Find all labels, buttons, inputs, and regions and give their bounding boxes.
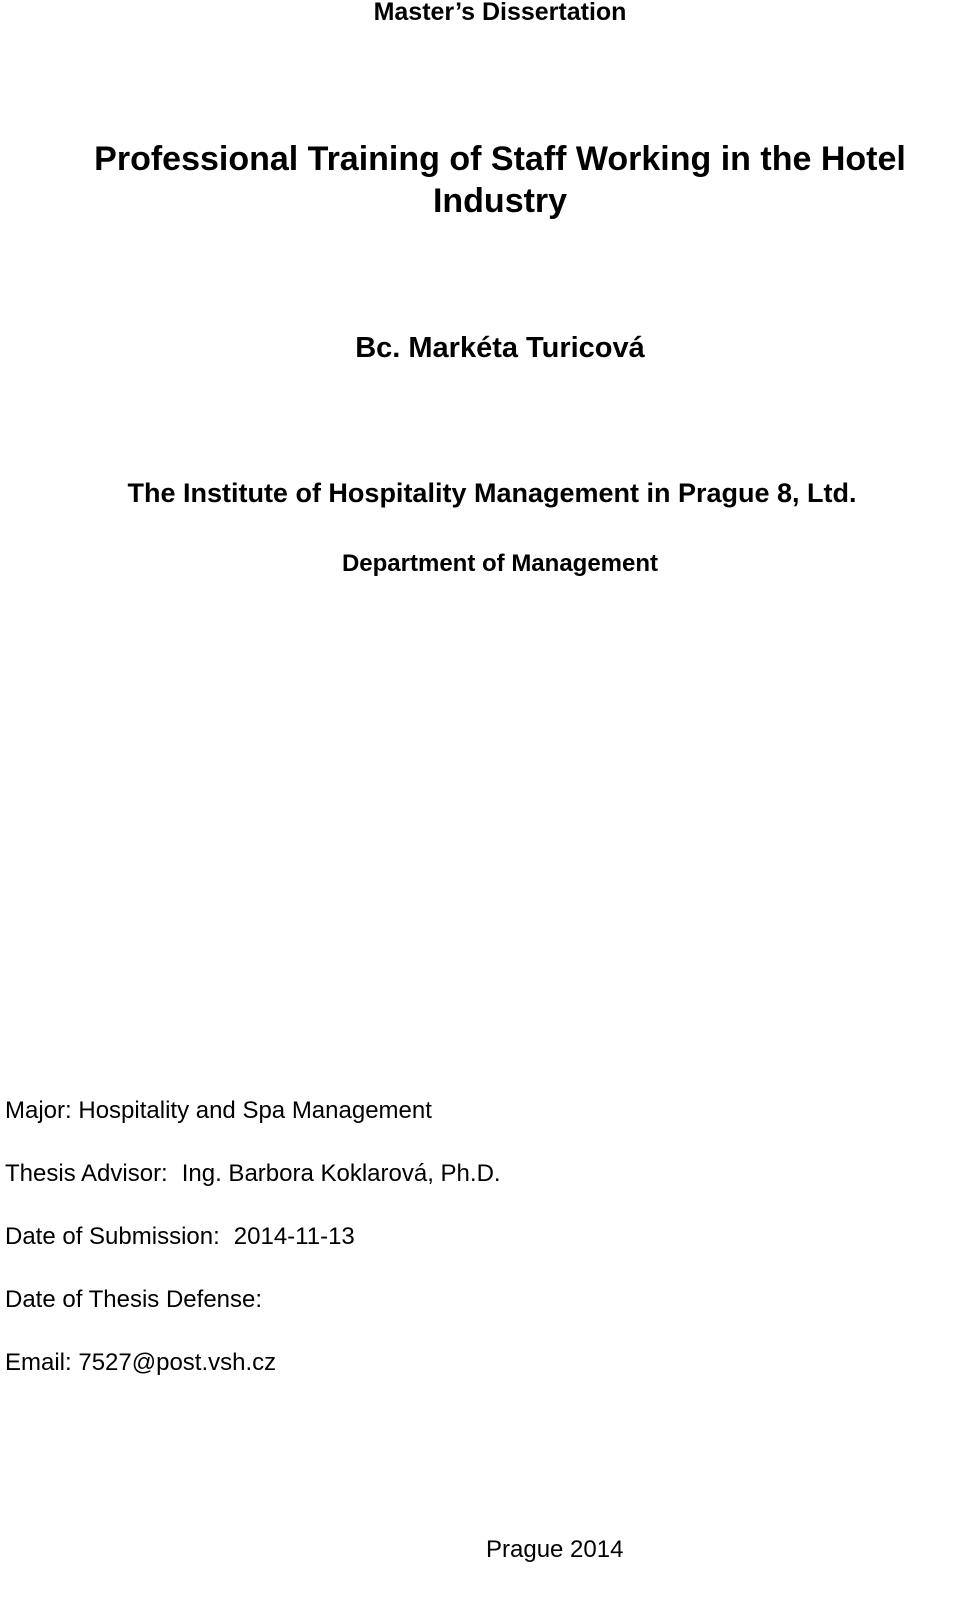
major-label: Major: bbox=[5, 1097, 72, 1124]
author-name: Bc. Markéta Turicová bbox=[355, 332, 645, 364]
document-type-label: Master’s Dissertation bbox=[373, 0, 627, 26]
advisor-label: Thesis Advisor: bbox=[5, 1160, 168, 1187]
major-value: Hospitality and Spa Management bbox=[78, 1097, 432, 1124]
advisor-line bbox=[5, 1159, 501, 1189]
submission-line bbox=[5, 1222, 355, 1252]
institute-name: The Institute of Hospitality Management in Prague 8, Ltd. bbox=[127, 478, 857, 508]
thesis-title-line-2: Industry bbox=[432, 182, 568, 220]
thesis-title-line-1: Professional Training of Staff Working in the Hotel bbox=[94, 140, 906, 178]
submission-label: Date of Submission: bbox=[5, 1223, 220, 1250]
major-line bbox=[5, 1096, 432, 1126]
advisor-value: Ing. Barbora Koklarová, Ph.D. bbox=[181, 1160, 501, 1187]
email-label: Email: bbox=[5, 1349, 72, 1376]
email-line bbox=[5, 1348, 276, 1378]
thesis-title bbox=[20, 138, 960, 222]
defense-line bbox=[5, 1285, 262, 1315]
email-value: 7527@post.vsh.cz bbox=[78, 1349, 277, 1376]
department-name: Department of Management bbox=[341, 550, 659, 577]
place-and-year: Prague 2014 bbox=[486, 1536, 624, 1563]
submission-value: 2014-11-13 bbox=[233, 1223, 355, 1250]
defense-label: Date of Thesis Defense: bbox=[5, 1286, 263, 1313]
